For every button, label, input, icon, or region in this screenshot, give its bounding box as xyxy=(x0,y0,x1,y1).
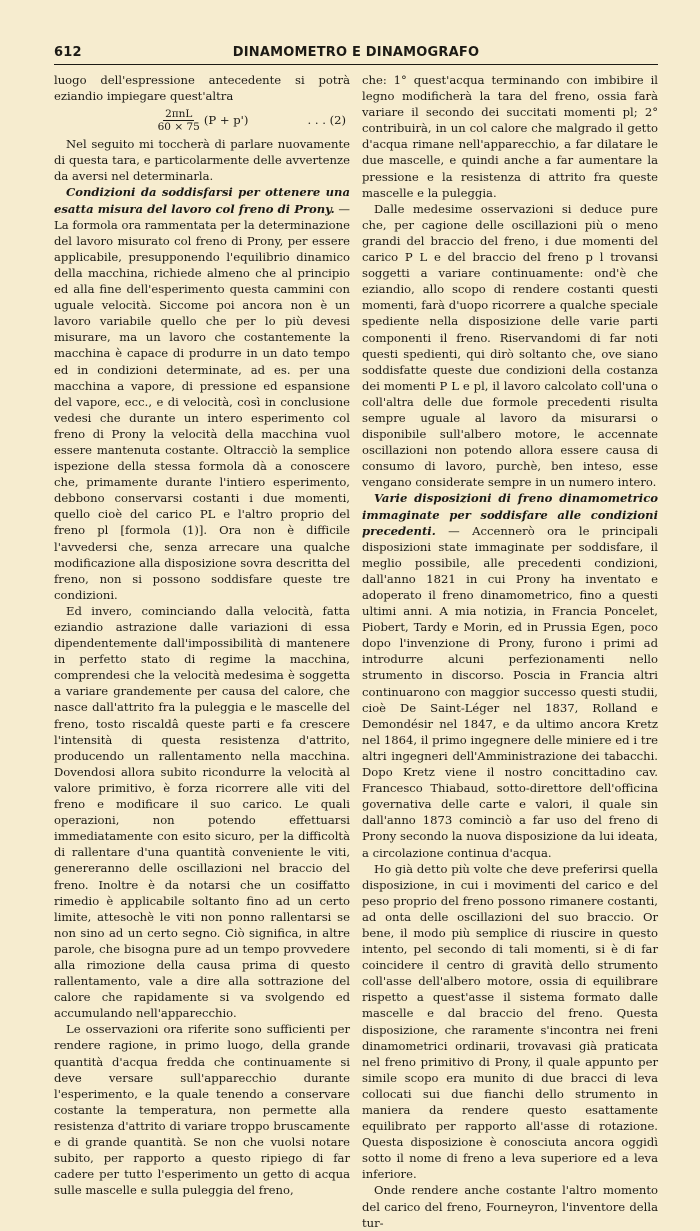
formula-numerator: 2πnL xyxy=(165,107,193,120)
right-paragraph-1: che: 1° quest'acqua terminando con imbibire il legno modificherà la tara del freno, ossia farà variare il secondo dei succitati momenti pl; 2° contribuirà, in un col calore che malgrado il getto d'acqua rimane nell'apparecchio, a far dilatare le due mascelle, e quindi anche a far aumentare la pressione e la resistenza di attrito fra queste mascelle e la puleggia. xyxy=(362,73,658,200)
right-paragraph-5: Onde rendere anche costante l'altro momento del carico del freno, Fourneyron, l'inventore della tur- xyxy=(362,1183,658,1230)
left-paragraph-3 xyxy=(54,184,350,602)
formula-fraction xyxy=(156,108,202,133)
formula-denominator: 60 × 75 xyxy=(157,120,200,133)
left-paragraph-2: Nel seguito mi toccherà di parlare nuovamente di questa tara, e particolarmente delle avvertenze da aversi nel determinarla. xyxy=(54,137,350,184)
formula-2 xyxy=(54,105,350,135)
right-paragraph-4: Ho già detto più volte che deve preferirsi quella disposizione, in cui i movimenti del carico e del peso proprio del freno possono rimanere costanti, ad onta delle oscillazioni del suo braccio. Or bene, il modo più semplice di riuscire in questo intento, pel secondo di tali momenti, si è di far coincidere il centro di gravità dello strumento coll'asse dell'albero motore, ossia di equilibrare rispetto a quest'asse il sistema formato dalle mascelle e dal braccio del freno. Questa disposizione, che raramente s'incontra nei freni dinamometrici ordinarii, trovavasi già praticata nel freno primitivo di Prony, il quale appunto per simile scopo era munito di due bracci di leva collocati sui due fianchi dello strumento in maniera da rendere questo esattamente equilibrato per rapporto all'asse di rotazione. Questa disposizione è conosciuta ancora oggidì sotto il nome di freno a leva superiore ed a leva inferiore. xyxy=(362,861,658,1182)
formula-number: . . . (2) xyxy=(307,113,346,128)
section-heading-conditions: Condizioni da soddisfarsi per ottenere una esatta misura del lavoro col freno di Prony. xyxy=(54,185,350,216)
left-paragraph-1: luogo dell'espressione antecedente si potrà eziandio impiegare quest'altra xyxy=(54,73,350,104)
left-column xyxy=(54,72,350,1198)
right-paragraph-2: Dalle medesime osservazioni si deduce pure che, per cagione delle oscillazioni più o meno grandi del braccio del freno, i due momenti del carico P L e del braccio del freno p l trovansi soggetti a variare continuamente: ond'è che eziandio, allo scopo di rendere costanti questi momenti, farà d'uopo ricorrere a qualche speciale spediente nella disposizione delle varie parti componenti il freno. Riservandomi di far noti questi spedienti, qui dirò soltanto che, ove siano soddisfatte queste due condizioni della costanza dei momenti P L e pl, il lavoro calcolato coll'una o coll'altra delle due formole precedenti risulta sempre uguale al lavoro da misurarsi o disponibile sull'albero motore, le accennate oscillazioni non potendo allora essere causa di consumo di lavoro, purchè, ben inteso, esse vengano considerate sempre in un numero intero. xyxy=(362,201,658,490)
right-paragraph-3-body: — Accennerò ora le principali disposizioni state immaginate per soddisfare, il meglio possibile, alle precedenti condizioni, dall'anno 1821 in cui Prony ha inventato e adoperato il freno dinamometrico, fino a questi ultimi anni. A mia notizia, in Francia Poncelet, Piobert, Tardy e Morin, ed in Prussia Egen, poco dopo l'invenzione di Prony, furono i primi ad introdurre alcuni perfezionamenti nello strumento in discorso. Poscia in Francia altri continuarono con maggior successo questi studii, cioè De Saint-Léger nel 1837, Rolland e Demondésir nel 1847, e da ultimo ancora Kretz nel 1864, il primo ingegnere delle miniere ed i tre altri ingegneri dell'Amministrazione dei tabacchi. Dopo Kretz viene il nostro concittadino cav. Francesco Thiabaud, sotto-direttore dell'officina governativa delle carte e valori, il quale sin dall'anno 1873 cominciò a far uso del freno di Prony secondo la nuova disposizione da lui ideata, a circolazione continua d'acqua. xyxy=(362,523,658,860)
right-paragraph-3 xyxy=(362,490,658,860)
right-column xyxy=(362,72,658,1231)
section-heading-dispositions: Varie disposizioni di freno dinamometrico immaginate per soddisfare alle condizioni precedenti. xyxy=(362,491,658,538)
left-paragraph-4: Ed invero, cominciando dalla velocità, fatta eziandio astrazione dalle variazioni di essa dipendentemente dall'impossibilità di mantenere in perfetto stato di regime la macchina, comprendesi che la velocità medesima è soggetta a variare grandemente per causa del calore, che nasce dall'attrito fra la puleggia e le mascelle del freno, tosto riscaldâ queste parti e fa crescere l'intensità di questa resistenza d'attrito, producendo un rallentamento nella macchina. Dovendosi allora subito ricondurre la velocità al valore primitivo, è forza ricorrere alle viti del freno e modificare il suo carico. Le quali operazioni, non potendo effettuarsi immediatamente con esito sicuro, per la difficoltà di rallentare d'una quantità conveniente le viti, genereranno delle oscillazioni nel braccio del freno. Inoltre è da notarsi che un cosiffatto rimedio è applicabile soltanto fino ad un certo limite, attesochè le viti non ponno rallentarsi se non sino ad un certo segno. Ciò significa, in altre parole, che bisogna pure ad un tempo provvedere alla rimozione della causa prima di questo rallentamento, vale a dire alla sottrazione del calore che rapidamente si va svolgendo ed accumulando nell'apparecchio. xyxy=(54,603,350,1021)
left-paragraph-3-body: — La formola ora rammentata per la determinazione del lavoro misurato col freno di Prony, per essere applicabile, presupponendo l'equilibrio dinamico della macchina, richiede almeno che al principio ed alla fine dell'esperimento questa cammini con uguale velocità. Siccome poi ancora non è un lavoro variabile quello che per lo più devesi misurare, ma un lavoro che costantemente la macchina è capace di produrre in un dato tempo ed in condizioni determinate, ad es. per una macchina a vapore, di pressione ed espansione del vapore, ecc., e di velocità, così in conclusione vedesi che durante un intero esperimento col freno di Prony la velocità della macchina vuol essere mantenuta costante. Oltracciò la semplice ispezione della stessa formola dà a conoscere che, primamente durante l'intiero esperimento, debbono conservarsi costanti i due momenti, quello cioè del carico PL e l'altro proprio del freno pl [formola (1)]. Ora non è difficile l'avvedersi che, senza arrecare una qualche modificazione alla disposizione sovra descritta del freno, non si possono soddisfare queste tre condizioni. xyxy=(54,201,351,602)
running-head: DINAMOMETRO E DINAMOGRAFO xyxy=(232,45,480,60)
left-paragraph-5: Le osservazioni ora riferite sono sufficienti per rendere ragione, in primo luogo, della grande quantità d'acqua fredda che continuamente si deve versare sull'apparecchio durante l'esperimento, e la quale tenendo a conservare costante la temperatura, non permette alla resistenza d'attrito di variare troppo bruscamente e di grande quantità. Se non che vuolsi notare subito, per rapporto a questo ripiego di far cadere per tutto l'esperimento un getto di acqua sulle mascelle e sulla puleggia del freno, xyxy=(54,1022,350,1198)
page-header xyxy=(54,44,658,65)
page-number: 612 xyxy=(54,45,82,60)
formula-tail: (P + p') xyxy=(203,113,249,128)
